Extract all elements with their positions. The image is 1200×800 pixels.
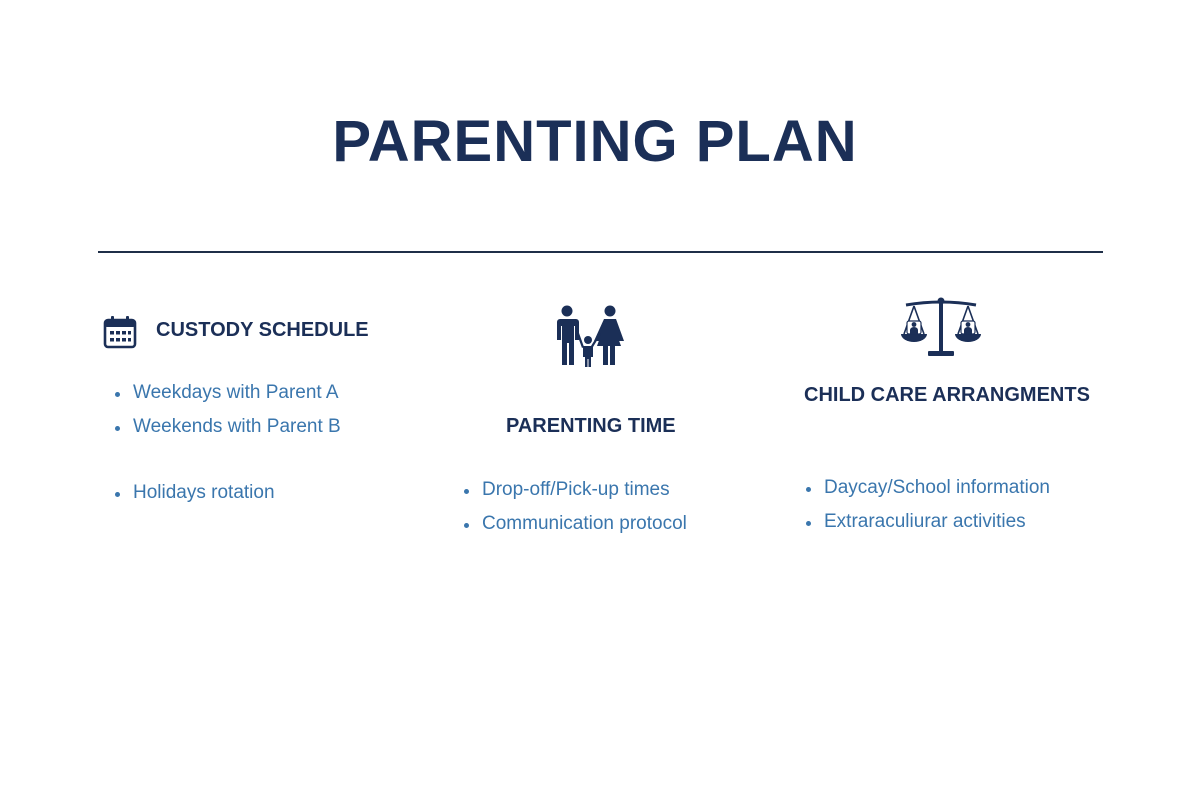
list-item: Communication protocol: [464, 513, 687, 535]
child-care-arrangements-heading: CHILD CARE ARRANGMENTS: [804, 384, 1090, 406]
title-divider: [98, 251, 1103, 253]
custody-schedule-list: [115, 382, 341, 504]
list-item: Drop-off/Pick-up times: [464, 479, 687, 513]
custody-schedule-heading: CUSTODY SCHEDULE: [156, 319, 369, 341]
scales-of-justice-icon: [900, 296, 982, 358]
list-item: Holidays rotation: [115, 482, 341, 504]
list-item: Extraraculiurar activities: [806, 511, 1050, 533]
child-care-list: [806, 477, 1050, 533]
list-item: Weekends with Parent B: [115, 416, 341, 482]
family-icon: [553, 305, 627, 367]
page-title: PARENTING PLAN: [332, 109, 858, 174]
parenting-time-heading: PARENTING TIME: [506, 415, 676, 437]
list-item: Daycay/School information: [806, 477, 1050, 511]
parenting-time-list: [464, 479, 687, 535]
list-item: Weekdays with Parent A: [115, 382, 341, 416]
calendar-icon: [103, 315, 137, 349]
